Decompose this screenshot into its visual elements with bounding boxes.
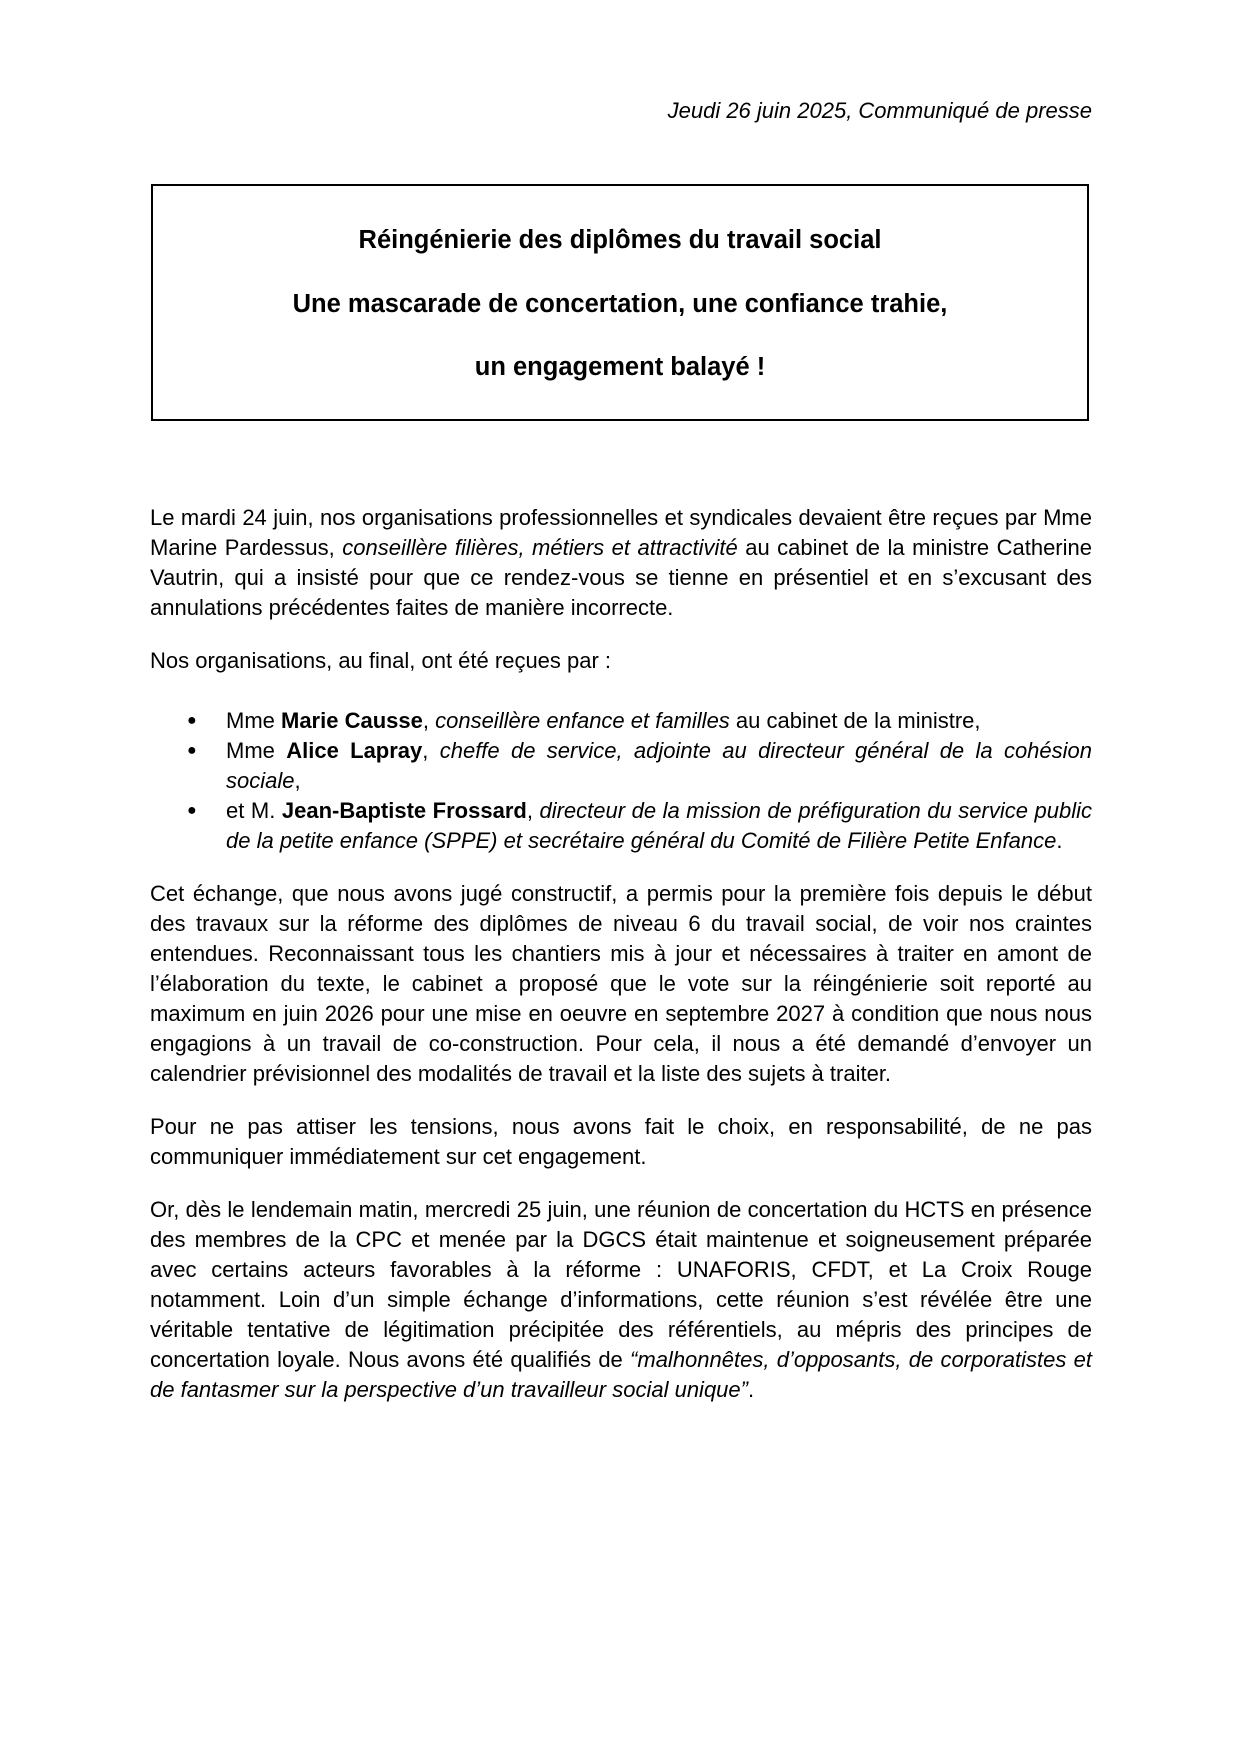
attendee-name: Jean-Baptiste Frossard <box>281 798 527 823</box>
title-line-1: Réingénierie des diplômes du travail social <box>358 226 882 254</box>
list-item: ● et M. Jean-Baptiste Frossard, directeur de la mission de préfiguration du service public de la petite enfance (SPPE) et secrétaire général du Comité de Filière Petite Enfance. <box>187 798 1092 853</box>
paragraph-hcts-part1: Or, dès le lendemain matin, mercredi 25 juin, une réunion de concertation du HCTS en présence des membres de la CPC et menée par la DGCS était maintenue et soigneusement préparée avec certains acteurs favorables à la réforme : UNAFORIS, CFDT, et La Croix Rouge notamment. Loin d’un simple échange d’informations, cette réunion s’est révélée être une véritable tentative de légitimation précipitée des référentiels, au mépris des principes de concertation loyale. Nous avons été qualifiés de <box>150 1197 1092 1372</box>
bullet-icon: ● <box>187 742 197 759</box>
bullet-icon: ● <box>187 712 197 729</box>
attendee-list <box>150 706 1092 856</box>
paragraph-hcts-meeting <box>150 1195 1092 1405</box>
bullet-icon: ● <box>187 802 197 819</box>
paragraph-exchange: Cet échange, que nous avons jugé constructif, a permis pour la première fois depuis le début des travaux sur la réforme des diplômes de niveau 6 du travail social, de voir nos craintes entendues. Reconnaissant tous les chantiers mis à jour et nécessaires à traiter en amont de l’élaboration du texte, le cabinet a proposé que le vote sur la réingénierie soit reporté au maximum en juin 2026 pour une mise en oeuvre en septembre 2027 à condition que nous nous engagions à un travail de co-construction. Pour cela, il nous a été demandé d’envoyer un calendrier prévisionnel des modalités de travail et la liste des sujets à traiter. <box>150 881 1092 1086</box>
advisor-role: conseillère filières, métiers et attractivité <box>342 535 738 560</box>
paragraph-intro-part2: au cabinet de la ministre Catherine Vautrin, qui a insisté pour que ce rendez-vous se tienne en présentiel et en s’excusant des annulations précédentes faites de manière incorrecte. <box>150 535 1092 620</box>
title-line-3: un engagement balayé ! <box>474 353 766 381</box>
paragraph-intro-part1: Le mardi 24 juin, nos organisations professionnelles et syndicales devaient être reçues par Mme Marine Pardessus, <box>150 505 1092 560</box>
attendee-role: cheffe de service, adjointe au directeur général de la cohésion sociale <box>226 738 1093 793</box>
paragraph-intro <box>150 503 1092 623</box>
paragraph-received-by: Nos organisations, au final, ont été reçues par : <box>150 648 612 673</box>
title-box <box>151 184 1089 421</box>
list-item: ● Mme Alice Lapray, cheffe de service, adjointe au directeur général de la cohésion sociale, <box>187 738 1093 793</box>
attendee-role: conseillère enfance et familles <box>435 708 730 733</box>
quote: “malhonnêtes, d’opposants, de corporatistes et de fantasmer sur la perspective d’un travailleur social unique” <box>150 1347 1092 1402</box>
paragraph-tensions: Pour ne pas attiser les tensions, nous avons fait le choix, en responsabilité, de ne pas communiquer immédiatement sur cet engagement. <box>150 1114 1092 1169</box>
body-text <box>150 503 1092 1428</box>
attendee-name: Marie Causse <box>281 708 423 733</box>
attendee-role: directeur de la mission de préfiguration du service public de la petite enfance (SPPE) et secrétaire général du Comité de Filière Petite Enfance <box>226 798 1092 853</box>
title-line-2: Une mascarade de concertation, une confiance trahie, <box>292 290 948 318</box>
paragraph-hcts-part2: . <box>747 1377 755 1402</box>
dateline: Jeudi 26 juin 2025, Communiqué de presse <box>667 98 1092 123</box>
list-item: ● Mme Marie Causse, conseillère enfance et familles au cabinet de la ministre, <box>150 706 1092 736</box>
attendee-name: Alice Lapray <box>286 738 423 763</box>
